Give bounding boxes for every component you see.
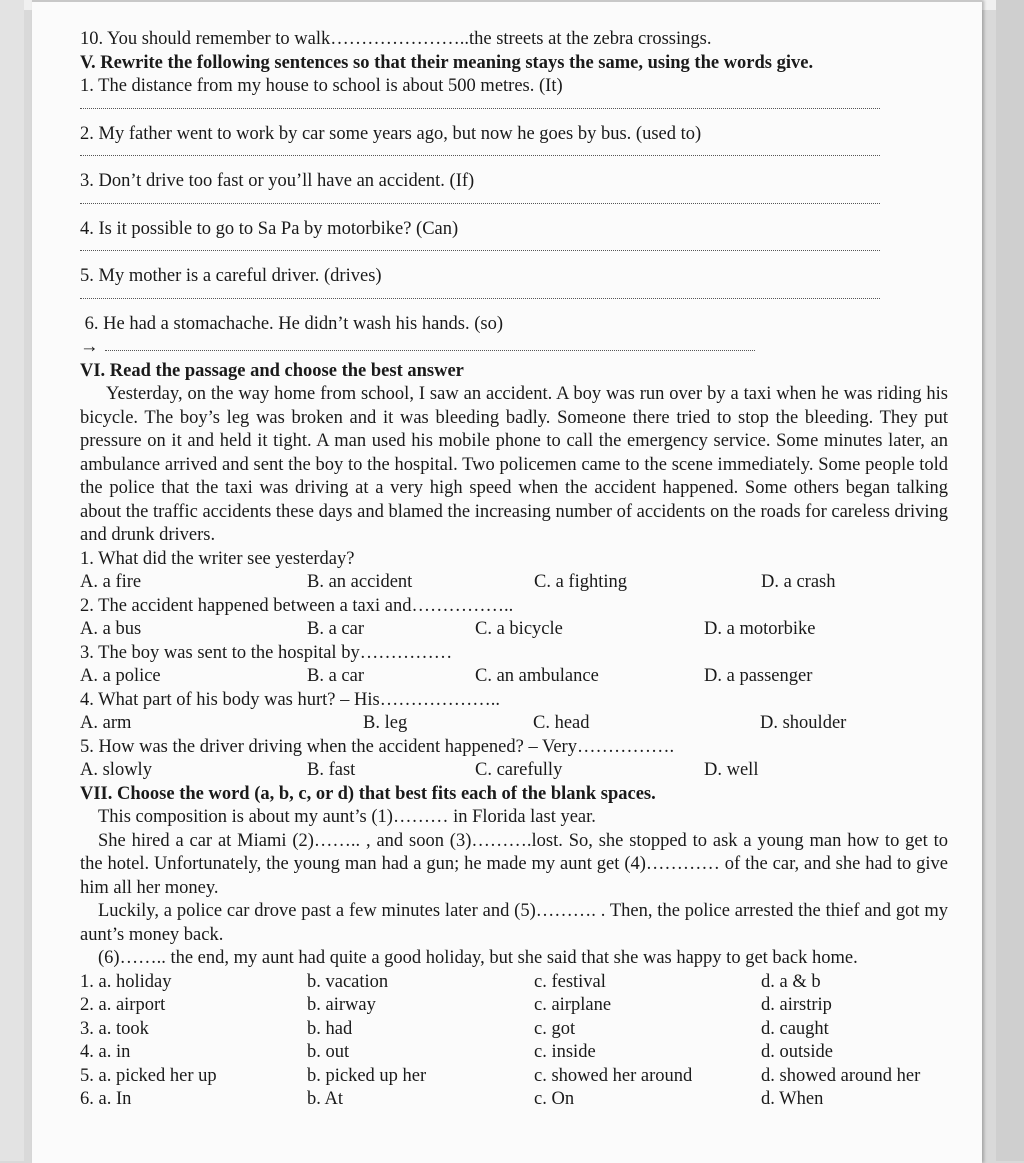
option-d[interactable]: D. a passenger bbox=[704, 666, 813, 686]
question-1 bbox=[80, 548, 948, 595]
answer-line-2[interactable] bbox=[80, 146, 948, 170]
document-page bbox=[32, 0, 982, 1163]
cloze-paragraph-2: She hired a car at Miami (2)…….. , and soon (3)……….lost. So, she stopped to ask a young man how to get to the hotel. Unfortunately, the young man had a gun; he made my aunt get (4)………… of the car, and she had to give him all her money. bbox=[80, 830, 948, 898]
page-content bbox=[80, 28, 948, 1112]
option-b[interactable]: B. leg bbox=[363, 713, 408, 733]
rewrite-item-4: 4. Is it possible to go to Sa Pa by motorbike? (Can) bbox=[80, 218, 459, 239]
option-b[interactable]: B. an accident bbox=[307, 572, 413, 592]
option-b[interactable]: b. out bbox=[307, 1042, 350, 1062]
option-b[interactable]: b. At bbox=[307, 1089, 343, 1109]
answer-options bbox=[80, 759, 948, 783]
right-margin bbox=[996, 0, 1024, 1161]
question-10: 10. You should remember to walk…………………..the streets at the zebra crossings. bbox=[80, 29, 712, 49]
question-5 bbox=[80, 736, 948, 783]
option-c[interactable]: c. inside bbox=[534, 1042, 596, 1062]
option-a[interactable]: A. a police bbox=[80, 666, 161, 686]
rewrite-item-6: 6. He had a stomachache. He didn’t wash his hands. (so) bbox=[80, 313, 503, 334]
rewrite-item-5: 5. My mother is a careful driver. (drives) bbox=[80, 266, 382, 286]
option-a[interactable]: 6. a. In bbox=[80, 1089, 132, 1109]
option-a[interactable]: 5. a. picked her up bbox=[80, 1065, 217, 1086]
option-c[interactable]: c. got bbox=[534, 1018, 576, 1039]
option-d[interactable]: D. a crash bbox=[761, 572, 836, 592]
rewrite-item-3: 3. Don’t drive too fast or you’ll have an accident. (If) bbox=[80, 171, 475, 191]
cloze-options-1 bbox=[80, 971, 948, 995]
option-a[interactable]: A. arm bbox=[80, 713, 132, 733]
option-d[interactable]: d. When bbox=[761, 1089, 824, 1109]
option-b[interactable]: b. picked up her bbox=[307, 1065, 427, 1086]
left-margin bbox=[0, 0, 24, 1161]
question-2 bbox=[80, 595, 948, 642]
question-3 bbox=[80, 642, 948, 689]
answer-options bbox=[80, 712, 948, 736]
option-d[interactable]: d. caught bbox=[761, 1018, 829, 1039]
cloze-paragraph-3: Luckily, a police car drove past a few minutes later and (5)………. . Then, the police arrested the thief and got my aunt’s money back. bbox=[80, 901, 948, 945]
option-a[interactable]: 1. a. holiday bbox=[80, 971, 172, 992]
cloze-options-6 bbox=[80, 1088, 948, 1112]
question-text: 1. What did the writer see yesterday? bbox=[80, 548, 355, 569]
answer-line-3[interactable] bbox=[80, 194, 948, 218]
rewrite-item-1: 1. The distance from my house to school is about 500 metres. (It) bbox=[80, 76, 563, 96]
option-d[interactable]: D. a motorbike bbox=[704, 619, 816, 639]
option-d[interactable]: d. a & b bbox=[761, 971, 821, 992]
option-c[interactable]: C. carefully bbox=[475, 760, 563, 780]
option-a[interactable]: A. a bus bbox=[80, 619, 142, 639]
option-c[interactable]: c. airplane bbox=[534, 995, 612, 1015]
reading-passage: Yesterday, on the way home from school, I saw an accident. A boy was run over by a taxi when he was riding his bicycle. The boy’s leg was broken and it was bleeding badly. Someone there tried to stop the bleeding. They put pressure on it and held it tight. A man used his mobile phone to call the emergency service. Some minutes later, an ambulance arrived and sent the boy to the hospital. Two policemen came to the scene immediately. Some people told the police that the taxi was driving at a very high speed when the accident happened. Some others began talking about the traffic accidents these days and blamed the increasing number of accidents on the roads for careless driving and drunk drivers. bbox=[80, 384, 948, 545]
option-b[interactable]: B. a car bbox=[307, 666, 365, 686]
question-text: 5. How was the driver driving when the accident happened? – Very……………. bbox=[80, 736, 675, 757]
option-b[interactable]: B. fast bbox=[307, 760, 356, 780]
option-c[interactable]: C. a bicycle bbox=[475, 619, 563, 639]
option-d[interactable]: D. well bbox=[704, 760, 759, 780]
option-d[interactable]: D. shoulder bbox=[760, 713, 847, 733]
arrow-icon: → bbox=[80, 337, 99, 357]
answer-options bbox=[80, 618, 948, 642]
cloze-options-2 bbox=[80, 994, 948, 1018]
option-b[interactable]: b. airway bbox=[307, 995, 376, 1015]
option-a[interactable]: 3. a. took bbox=[80, 1018, 149, 1039]
option-b[interactable]: b. vacation bbox=[307, 971, 389, 992]
answer-line-5[interactable] bbox=[80, 289, 948, 313]
question-text: 4. What part of his body was hurt? – His……………….. bbox=[80, 689, 500, 710]
cloze-options-5 bbox=[80, 1065, 948, 1089]
question-4 bbox=[80, 689, 948, 736]
option-c[interactable]: c. showed her around bbox=[534, 1065, 693, 1086]
section-5-title: V. Rewrite the following sentences so that their meaning stays the same, using the words give. bbox=[80, 52, 814, 73]
answer-options bbox=[80, 665, 948, 689]
option-a[interactable]: 2. a. airport bbox=[80, 995, 166, 1015]
answer-line-4[interactable] bbox=[80, 241, 948, 265]
option-a[interactable]: A. a fire bbox=[80, 572, 142, 592]
section-7-title: VII. Choose the word (a, b, c, or d) that best fits each of the blank spaces. bbox=[80, 783, 656, 804]
option-b[interactable]: b. had bbox=[307, 1018, 353, 1039]
option-c[interactable]: c. On bbox=[534, 1089, 575, 1109]
answer-line-1[interactable] bbox=[80, 99, 948, 123]
option-c[interactable]: c. festival bbox=[534, 971, 606, 992]
option-d[interactable]: d. outside bbox=[761, 1042, 833, 1062]
cloze-paragraph-4: (6)…….. the end, my aunt had quite a good holiday, but she said that she was happy to get back home. bbox=[98, 948, 858, 968]
rewrite-item-2: 2. My father went to work by car some years ago, but now he goes by bus. (used to) bbox=[80, 123, 702, 144]
option-a[interactable]: 4. a. in bbox=[80, 1042, 131, 1062]
option-b[interactable]: B. a car bbox=[307, 619, 365, 639]
answer-options bbox=[80, 571, 948, 595]
cloze-options-4 bbox=[80, 1041, 948, 1065]
answer-line-6[interactable] bbox=[80, 336, 948, 360]
question-text: 2. The accident happened between a taxi and…………….. bbox=[80, 595, 514, 616]
option-c[interactable]: C. an ambulance bbox=[475, 666, 599, 686]
section-6-title: VI. Read the passage and choose the best answer bbox=[80, 360, 464, 381]
question-text: 3. The boy was sent to the hospital by…………… bbox=[80, 642, 453, 663]
answer-dotted-fill bbox=[105, 336, 755, 351]
option-c[interactable]: C. a fighting bbox=[534, 572, 628, 592]
option-d[interactable]: d. airstrip bbox=[761, 995, 832, 1015]
cloze-options-3 bbox=[80, 1018, 948, 1042]
option-d[interactable]: d. showed around her bbox=[761, 1065, 921, 1086]
cloze-paragraph-1: This composition is about my aunt’s (1)……… in Florida last year. bbox=[98, 807, 596, 827]
option-c[interactable]: C. head bbox=[533, 713, 590, 733]
option-a[interactable]: A. slowly bbox=[80, 760, 152, 780]
